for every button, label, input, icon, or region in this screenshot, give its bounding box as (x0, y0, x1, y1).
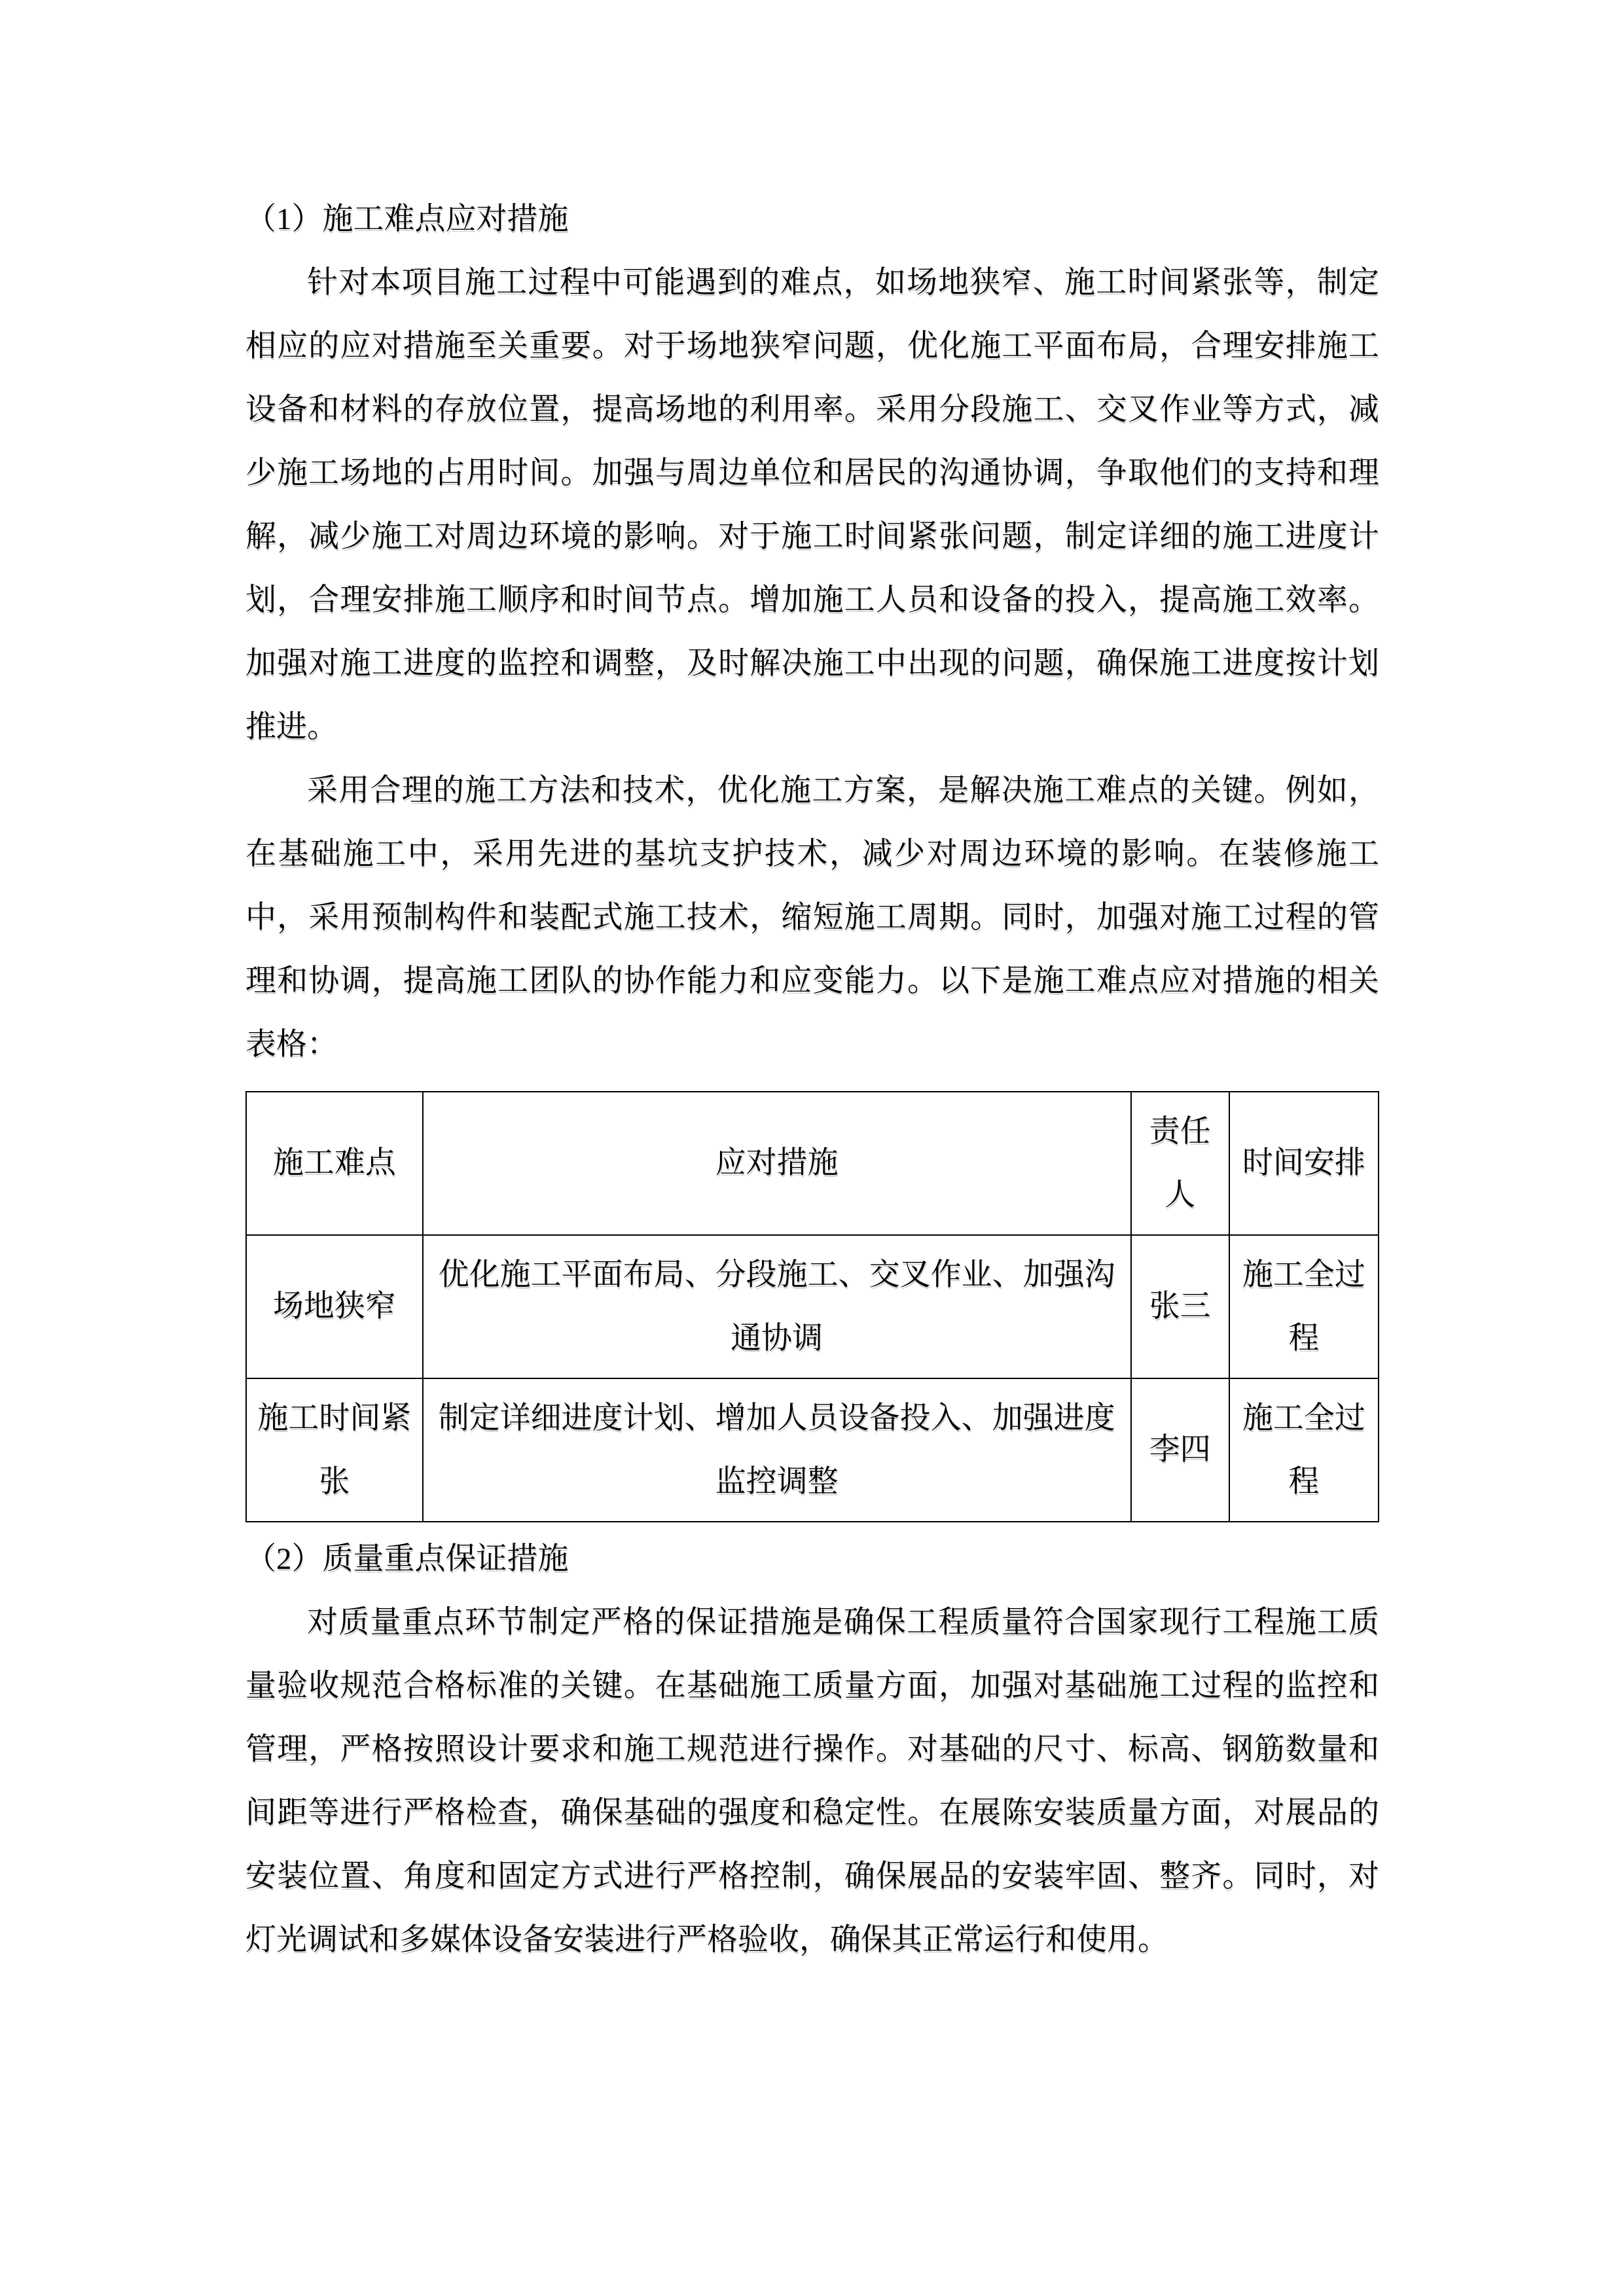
cell-person: 张三 (1131, 1235, 1229, 1378)
difficulty-measures-table (245, 1091, 1379, 1522)
section-1-paragraph-1: 针对本项目施工过程中可能遇到的难点，如场地狭窄、施工时间紧张等，制定相应的应对措施至关重要。对于场地狭窄问题，优化施工平面布局，合理安排施工设备和材料的存放位置，提高场地的利用率。采用分段施工、交叉作业等方式，减少施工场地的占用时间。加强与周边单位和居民的沟通协调，争取他们的支持和理解，减少施工对周边环境的影响。对于施工时间紧张问题，制定详细的施工进度计划，合理安排施工顺序和时间节点。增加施工人员和设备的投入，提高施工效率。加强对施工进度的监控和调整，及时解决施工中出现的问题，确保施工进度按计划推进。 (245, 266, 1379, 744)
cell-time: 施工全过程 (1229, 1235, 1379, 1378)
table-header-row (246, 1092, 1379, 1235)
section-1-paragraph-2: 采用合理的施工方法和技术，优化施工方案，是解决施工难点的关键。例如，在基础施工中，采用先进的基坑支护技术，减少对周边环境的影响。在装修施工中，采用预制构件和装配式施工技术，缩短施工周期。同时，加强对施工过程的管理和协调，提高施工团队的协作能力和应变能力。以下是施工难点应对措施的相关表格： (245, 774, 1379, 1062)
section-2-heading: （2）质量重点保证措施 (245, 1542, 569, 1576)
section-1-heading: （1）施工难点应对措施 (245, 202, 569, 236)
table-row-time-tight (246, 1378, 1379, 1522)
header-cell-time: 时间安排 (1229, 1092, 1379, 1235)
cell-measure: 制定详细进度计划、增加人员设备投入、加强进度监控调整 (423, 1378, 1131, 1522)
header-cell-measure: 应对措施 (423, 1092, 1131, 1235)
cell-time: 施工全过程 (1229, 1378, 1379, 1522)
cell-measure: 优化施工平面布局、分段施工、交叉作业、加强沟通协调 (423, 1235, 1131, 1378)
cell-person: 李四 (1131, 1378, 1229, 1522)
table-row-site-narrow (246, 1235, 1379, 1378)
cell-difficulty: 施工时间紧张 (246, 1378, 423, 1522)
page-content (245, 188, 1379, 1972)
header-cell-person: 责任人 (1131, 1092, 1229, 1235)
cell-difficulty: 场地狭窄 (246, 1235, 423, 1378)
section-2-paragraph-1: 对质量重点环节制定严格的保证措施是确保工程质量符合国家现行工程施工质量验收规范合格标准的关键。在基础施工质量方面，加强对基础施工过程的监控和管理，严格按照设计要求和施工规范进行操作。对基础的尺寸、标高、钢筋数量和间距等进行严格检查，确保基础的强度和稳定性。在展陈安装质量方面，对展品的安装位置、角度和固定方式进行严格控制，确保展品的安装牢固、整齐。同时，对灯光调试和多媒体设备安装进行严格验收，确保其正常运行和使用。 (245, 1605, 1379, 1957)
header-cell-difficulty: 施工难点 (246, 1092, 423, 1235)
